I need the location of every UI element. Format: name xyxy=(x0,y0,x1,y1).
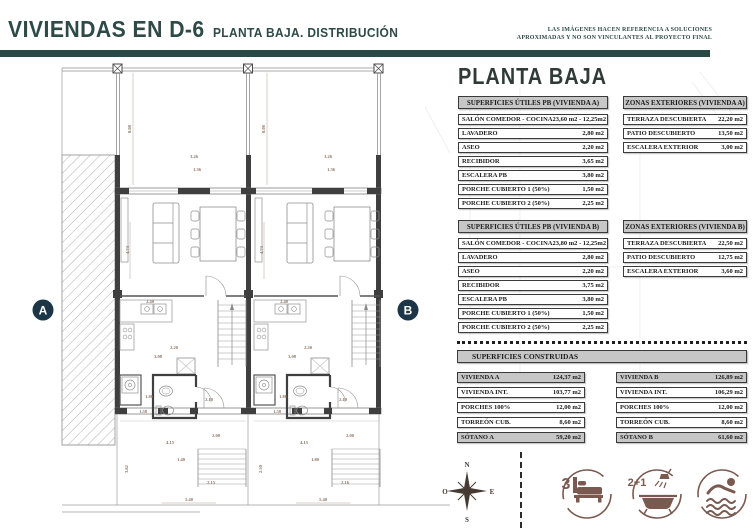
table-construidas-header: SUPERFICIES CONSTRUIDAS xyxy=(457,350,747,363)
row-label: ESCALERA PB xyxy=(462,172,507,179)
svg-text:2.10: 2.10 xyxy=(205,397,213,402)
dimension-labels xyxy=(124,124,355,502)
svg-text:4.74: 4.74 xyxy=(125,246,130,254)
table-header: ZONAS EXTERIORES (VIVIENDA A) xyxy=(623,96,747,109)
svg-text:4.15: 4.15 xyxy=(300,440,308,445)
table-row xyxy=(458,308,608,319)
row-value: 1,50 m2 xyxy=(582,186,604,193)
svg-text:2.20: 2.20 xyxy=(170,345,178,350)
row-value: 3,75 m2 xyxy=(582,282,604,289)
table-zonas-a xyxy=(623,96,747,156)
row-value: 12,75 m2 xyxy=(718,254,743,261)
row-value: 22,20 m2 xyxy=(718,116,743,123)
feature-icons xyxy=(538,460,750,526)
vertical-dashed-separator xyxy=(520,452,522,528)
row-label: SÓTANO A xyxy=(461,434,494,441)
table-row xyxy=(458,170,608,181)
dotted-separator xyxy=(457,341,747,344)
table-row xyxy=(458,280,608,291)
table-row xyxy=(616,417,747,428)
table-row xyxy=(623,114,747,125)
compass-rose xyxy=(441,456,497,526)
table-row xyxy=(623,252,747,263)
bedrooms-count: 3 xyxy=(561,476,571,493)
row-value: 2,20 m2 xyxy=(582,144,604,151)
table-row xyxy=(616,372,747,383)
header-accent-bar xyxy=(0,50,710,57)
row-label: VIVIENDA INT. xyxy=(620,389,667,396)
svg-text:3.62: 3.62 xyxy=(124,465,129,473)
svg-text:4.74: 4.74 xyxy=(259,246,264,254)
table-header: SUPERFICIES ÚTILES PB (VIVIENDA B) xyxy=(458,220,608,233)
row-value: 2,80 m2 xyxy=(582,130,604,137)
page-title-sub: PLANTA BAJA. DISTRIBUCIÓN xyxy=(212,25,399,40)
row-label: ASEO xyxy=(462,268,480,275)
row-label: PORCHE CUBIERTO 2 (50%) xyxy=(462,324,550,331)
svg-text:2.20: 2.20 xyxy=(304,345,312,350)
table-row xyxy=(458,322,608,333)
compass-n-label: N xyxy=(464,461,470,469)
row-value: 23,80 m2 - 12,25m2 xyxy=(552,240,607,247)
disclaimer-line2: APROXIMADAS Y NO SON VINCULANTES AL PROYECTO FINAL xyxy=(516,35,712,41)
table-row xyxy=(457,417,585,428)
table-row xyxy=(458,294,608,305)
row-value: 2,80 m2 xyxy=(582,254,604,261)
row-label: PORCHE CUBIERTO 1 (50%) xyxy=(462,186,550,193)
svg-text:2.50: 2.50 xyxy=(258,465,263,473)
svg-text:8.08: 8.08 xyxy=(127,125,132,133)
row-label: SALÓN COMEDOR - COCINA xyxy=(462,240,553,247)
row-label: VIVIENDA B xyxy=(620,374,659,381)
table-row xyxy=(457,432,585,443)
svg-text:3.26: 3.26 xyxy=(190,154,198,159)
table-row xyxy=(458,128,608,139)
row-label: PORCHE CUBIERTO 2 (50%) xyxy=(462,200,550,207)
row-value: 8,60 m2 xyxy=(721,419,743,426)
row-label: LAVADERO xyxy=(462,130,498,137)
row-value: 2,20 m2 xyxy=(582,268,604,275)
table-row xyxy=(458,156,608,167)
table-row xyxy=(623,142,747,153)
row-value: 2,25 m2 xyxy=(582,200,604,207)
row-value: 59,20 m2 xyxy=(556,434,581,441)
row-label: PORCHES 100% xyxy=(461,404,511,411)
svg-text:5.40: 5.40 xyxy=(185,497,193,502)
svg-text:2.40: 2.40 xyxy=(146,299,154,304)
row-label: ASEO xyxy=(462,144,480,151)
svg-text:A: A xyxy=(38,303,48,318)
row-value: 12,00 m2 xyxy=(718,404,743,411)
row-label: SALÓN COMEDOR - COCINA xyxy=(462,116,553,123)
row-label: RECIBIDOR xyxy=(462,158,500,165)
table-row xyxy=(458,114,608,125)
table-row xyxy=(616,387,747,398)
row-label: ESCALERA EXTERIOR xyxy=(627,268,699,275)
row-label: LAVADERO xyxy=(462,254,498,261)
table-row xyxy=(623,128,747,139)
row-label: TERRAZA DESCUBIERTA xyxy=(627,116,707,123)
row-label: PORCHE CUBIERTO 1 (50%) xyxy=(462,310,550,317)
row-value: 126,89 m2 xyxy=(714,374,743,381)
row-value: 23,60 m2 - 12,25m2 xyxy=(552,116,607,123)
table-row xyxy=(458,266,608,277)
svg-text:2.00: 2.00 xyxy=(212,433,220,438)
disclaimer-line1: LAS IMÁGENES HACEN REFERENCIA A SOLUCIONES xyxy=(547,27,712,33)
svg-text:1.86: 1.86 xyxy=(279,394,287,399)
table-row xyxy=(623,266,747,277)
compass-e-label: E xyxy=(489,488,495,496)
svg-text:1.58: 1.58 xyxy=(273,409,281,414)
svg-text:3.08: 3.08 xyxy=(154,354,162,359)
svg-text:1.36: 1.36 xyxy=(193,167,201,172)
table-utiles-b xyxy=(458,220,608,336)
svg-text:1.36: 1.36 xyxy=(327,167,335,172)
svg-text:1.58: 1.58 xyxy=(139,409,147,414)
row-value: 12,00 m2 xyxy=(556,404,581,411)
compass-s-label: S xyxy=(465,516,469,524)
page-title-main: VIVIENDAS EN D-6 xyxy=(8,16,205,42)
table-row xyxy=(458,252,608,263)
row-label: TORREÓN CUB. xyxy=(620,419,670,426)
svg-text:2.00: 2.00 xyxy=(346,433,354,438)
row-label: TORREÓN CUB. xyxy=(461,419,511,426)
panel-title: PLANTA BAJA xyxy=(458,64,608,90)
row-value: 3,65 m2 xyxy=(582,158,604,165)
svg-text:4.15: 4.15 xyxy=(166,440,174,445)
svg-text:2.15: 2.15 xyxy=(207,480,215,485)
row-label: PATIO DESCUBIERTO xyxy=(627,130,696,137)
row-value: 2,25 m2 xyxy=(582,324,604,331)
dimension-lines xyxy=(130,73,350,503)
row-label: RECIBIDOR xyxy=(462,282,500,289)
table-row xyxy=(458,198,608,209)
unit-badge-a xyxy=(33,300,54,321)
table-utiles-a xyxy=(458,96,608,212)
row-value: 1,50 m2 xyxy=(582,310,604,317)
svg-text:5.40: 5.40 xyxy=(319,497,327,502)
row-value: 8,60 m2 xyxy=(559,419,581,426)
table-header: SUPERFICIES ÚTILES PB (VIVIENDA A) xyxy=(458,96,608,109)
svg-text:2.10: 2.10 xyxy=(339,397,347,402)
unit-badge-b xyxy=(398,300,419,321)
table-construidas-b xyxy=(616,372,747,447)
table-row xyxy=(458,238,608,249)
row-value: 3,80 m2 xyxy=(582,296,604,303)
row-value: 3,00 m2 xyxy=(721,144,743,151)
svg-text:3.08: 3.08 xyxy=(288,354,296,359)
row-value: 3,80 m2 xyxy=(582,172,604,179)
table-row xyxy=(623,238,747,249)
bedrooms-icon xyxy=(562,470,611,518)
row-label: VIVIENDA A xyxy=(461,374,500,381)
bathrooms-count: 2+1 xyxy=(627,477,647,489)
row-value: 3,60 m2 xyxy=(721,268,743,275)
row-label: ESCALERA EXTERIOR xyxy=(627,144,699,151)
svg-text:1.80: 1.80 xyxy=(311,457,319,462)
bathrooms-icon xyxy=(628,469,681,518)
row-value: 106,29 m2 xyxy=(714,389,743,396)
table-row xyxy=(457,402,585,413)
row-label: SÓTANO B xyxy=(620,434,653,441)
svg-text:8.08: 8.08 xyxy=(261,125,266,133)
table-header: ZONAS EXTERIORES (VIVIENDA B) xyxy=(623,220,747,233)
row-label: VIVIENDA INT. xyxy=(461,389,508,396)
compass-o-label: O xyxy=(442,488,448,496)
row-value: 61,60 m2 xyxy=(718,434,743,441)
pool-icon xyxy=(698,470,746,518)
page-title xyxy=(8,16,398,43)
row-label: PATIO DESCUBIERTO xyxy=(627,254,696,261)
patio-lines xyxy=(62,414,450,512)
row-value: 13,50 m2 xyxy=(718,130,743,137)
table-construidas-a xyxy=(457,372,585,447)
table-row xyxy=(458,184,608,195)
table-row xyxy=(458,142,608,153)
svg-text:B: B xyxy=(403,303,413,318)
area-tables-panel xyxy=(455,60,751,528)
table-row xyxy=(457,387,585,398)
row-value: 103,77 m2 xyxy=(552,389,581,396)
row-label: TERRAZA DESCUBIERTA xyxy=(627,240,707,247)
hatched-party-zone xyxy=(62,155,115,445)
disclaimer-text xyxy=(517,26,712,42)
svg-text:3.26: 3.26 xyxy=(324,154,332,159)
row-label: PORCHES 100% xyxy=(620,404,670,411)
svg-text:1.86: 1.86 xyxy=(145,394,153,399)
row-label: ESCALERA PB xyxy=(462,296,507,303)
table-row xyxy=(457,372,585,383)
svg-text:2.16: 2.16 xyxy=(341,480,349,485)
row-value: 22,50 m2 xyxy=(718,240,743,247)
table-row xyxy=(616,402,747,413)
row-value: 124,37 m2 xyxy=(552,374,581,381)
svg-text:2.40: 2.40 xyxy=(280,299,288,304)
table-row xyxy=(616,432,747,443)
table-zonas-b xyxy=(623,220,747,280)
svg-text:1.40: 1.40 xyxy=(177,457,185,462)
